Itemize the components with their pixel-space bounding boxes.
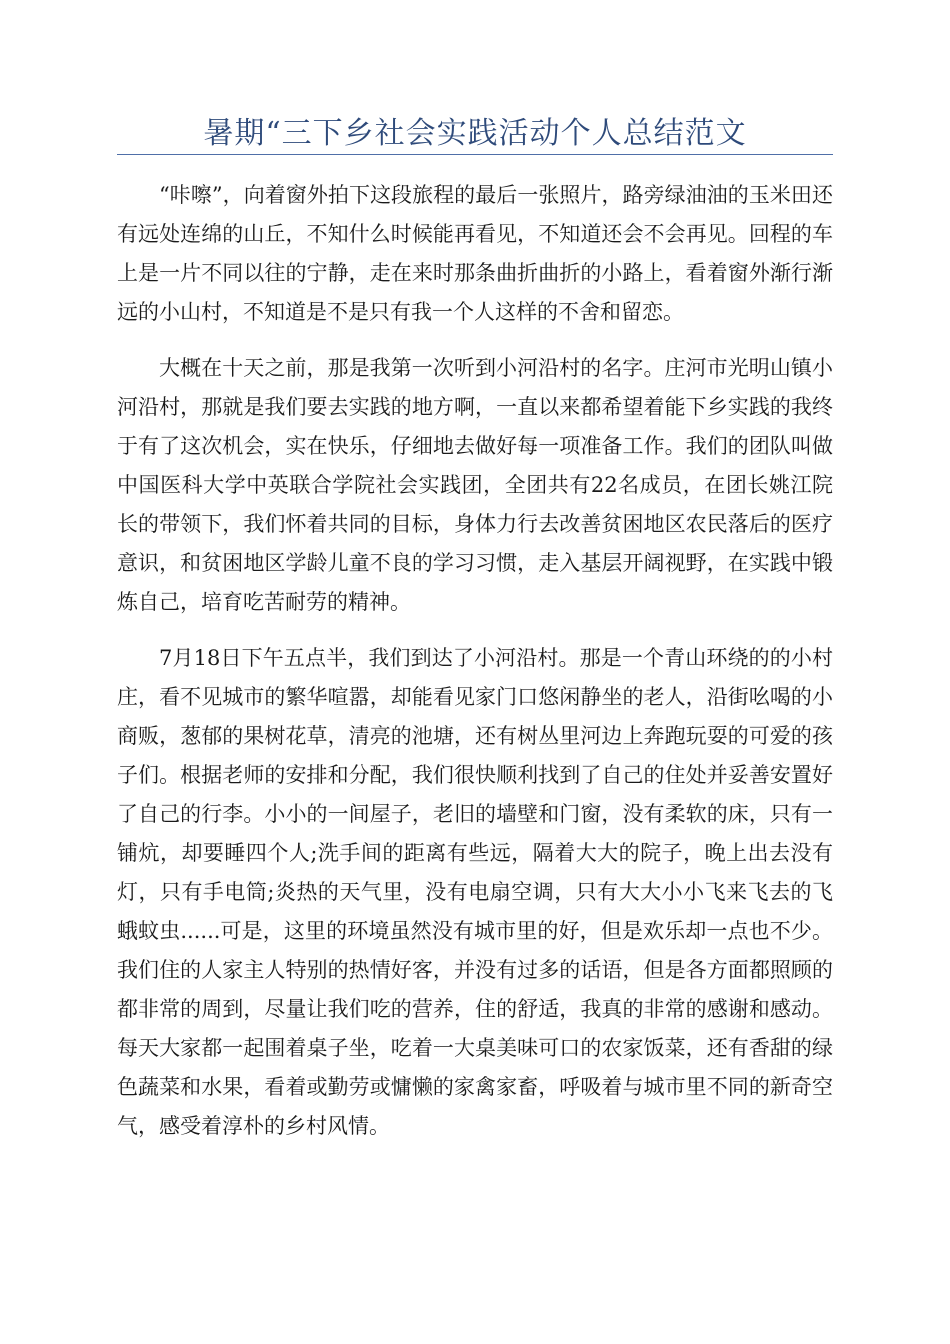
paragraph-1: “咔嚓”，向着窗外拍下这段旅程的最后一张照片，路旁绿油油的玉米田还有远处连绵的山丘，不知什么时候能再看见，不知道还会不会再见。回程的车上是一片不同以往的宁静，走在来时那条曲折曲折的小路上，看着窗外渐行渐远的小山村，不知道是不是只有我一个人这样的不舍和留恋。 — [117, 183, 833, 324]
paragraph-2: 大概在十天之前，那是我第一次听到小河沿村的名字。庄河市光明山镇小河沿村，那就是我们要去实践的地方啊，一直以来都希望着能下乡实践的我终于有了这次机会，实在快乐，仔细地去做好每一项准备工作。我们的团队叫做中国医科大学中英联合学院社会实践团，全团共有22名成员，在团长姚江院长的带领下，我们怀着共同的目标，身体力行去改善贫困地区农民落后的医疗意识，和贫困地区学龄儿童不良的学习习惯，走入基层开阔视野，在实践中锻炼自己，培育吃苦耐劳的精神。 — [117, 356, 833, 614]
document-body — [117, 176, 833, 1163]
title-underline — [117, 154, 833, 155]
document-title: 暑期“三下乡社会实践活动个人总结范文 — [203, 116, 747, 151]
paragraph-3: 7月18日下午五点半，我们到达了小河沿村。那是一个青山环绕的的小村庄，看不见城市的繁华喧嚣，却能看见家门口悠闲静坐的老人，沿街吆喝的小商贩，葱郁的果树花草，清亮的池塘，还有树丛里河边上奔跑玩耍的可爱的孩子们。根据老师的安排和分配，我们很快顺利找到了自己的住处并妥善安置好了自己的行李。小小的一间屋子，老旧的墙壁和门窗，没有柔软的床，只有一铺炕，却要睡四个人;洗手间的距离有些远，隔着大大的院子，晚上出去没有灯，只有手电筒;炎热的天气里，没有电扇空调，只有大大小小飞来飞去的飞蛾蚊虫......可是，这里的环境虽然没有城市里的好，但是欢乐却一点也不少。我们住的人家主人特别的热情好客，并没有过多的话语，但是各方面都照顾的都非常的周到，尽量让我们吃的营养，住的舒适，我真的非常的感谢和感动。每天大家都一起围着桌子坐，吃着一大桌美味可口的农家饭菜，还有香甜的绿色蔬菜和水果，看着或勤劳或慵懒的家禽家畜，呼吸着与城市里不同的新奇空气，感受着淳朴的乡村风情。 — [117, 646, 833, 1138]
